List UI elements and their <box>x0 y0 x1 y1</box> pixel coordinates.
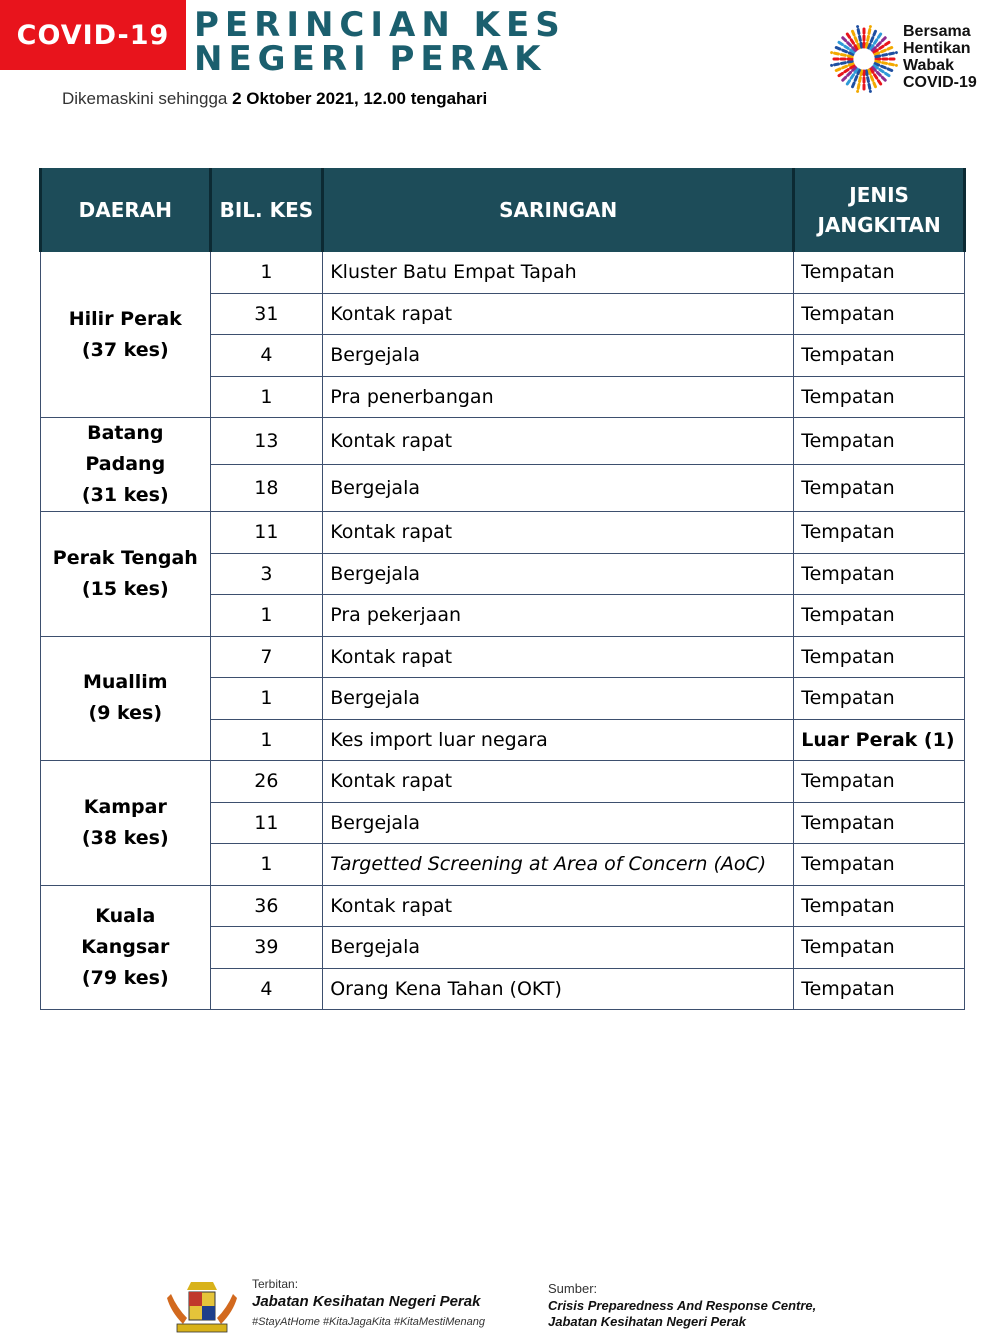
title-line-1: PERINCIAN KES <box>194 5 566 45</box>
state-crest-icon <box>163 1278 241 1336</box>
case-count-cell: 1 <box>210 252 323 294</box>
screening-cell: Bergejala <box>323 927 794 969</box>
district-name: Muallim <box>83 671 168 694</box>
case-count-cell: 1 <box>210 844 323 886</box>
infection-type-cell: Tempatan <box>794 465 965 512</box>
infection-type-cell: Tempatan <box>794 595 965 637</box>
screening-cell: Bergejala <box>323 678 794 720</box>
district-cell <box>41 252 211 418</box>
infection-type-cell: Tempatan <box>794 252 965 294</box>
district-cell <box>41 636 211 761</box>
case-count-cell: 11 <box>210 512 323 554</box>
screening-cell: Kontak rapat <box>323 885 794 927</box>
table-row <box>41 636 965 678</box>
update-note <box>62 89 487 109</box>
screening-cell: Kontak rapat <box>323 761 794 803</box>
hashtags: #StayAtHome #KitaJagaKita #KitaMestiMenang <box>252 1316 485 1328</box>
screening-cell: Pra pekerjaan <box>323 595 794 637</box>
screening-cell: Orang Kena Tahan (OKT) <box>323 968 794 1010</box>
col-header-infection-type: JENIS JANGKITAN <box>794 169 965 252</box>
title-line-2: NEGERI PERAK <box>194 39 547 79</box>
district-total: (15 kes) <box>81 577 169 600</box>
screening-cell: Kontak rapat <box>323 512 794 554</box>
infection-type-cell: Luar Perak (1) <box>794 719 965 761</box>
col-header-case-count: BIL. KES <box>210 169 323 252</box>
infection-type-cell: Tempatan <box>794 761 965 803</box>
infection-type-cell: Tempatan <box>794 512 965 554</box>
screening-cell: Bergejala <box>323 465 794 512</box>
district-name: Hilir Perak <box>68 307 182 330</box>
infection-type-cell: Tempatan <box>794 376 965 418</box>
infection-type-cell: Tempatan <box>794 802 965 844</box>
screening-cell: Kontak rapat <box>323 293 794 335</box>
update-date: 2 Oktober 2021, 12.00 tengahari <box>232 89 488 108</box>
table-row <box>41 252 965 294</box>
screening-cell: Bergejala <box>323 802 794 844</box>
infection-type-cell: Tempatan <box>794 636 965 678</box>
case-count-cell: 1 <box>210 595 323 637</box>
source-label: Sumber: <box>548 1281 598 1296</box>
district-total: (37 kes) <box>81 338 169 361</box>
case-count-cell: 31 <box>210 293 323 335</box>
case-count-cell: 4 <box>210 968 323 1010</box>
district-name: Batang Padang <box>85 422 166 475</box>
sunburst-icon <box>828 18 900 100</box>
infection-type-cell: Tempatan <box>794 293 965 335</box>
infection-type-cell: Tempatan <box>794 678 965 720</box>
case-count-cell: 13 <box>210 418 323 465</box>
screening-cell: Pra penerbangan <box>323 376 794 418</box>
source-text: Crisis Preparedness And Response Centre, Jabatan Kesihatan Negeri Perak <box>548 1298 817 1329</box>
district-total: (31 kes) <box>81 484 169 506</box>
case-table <box>39 168 966 1010</box>
table-row <box>41 885 965 927</box>
case-count-cell: 7 <box>210 636 323 678</box>
infection-type-cell: Tempatan <box>794 885 965 927</box>
district-name: Perak Tengah <box>52 546 198 569</box>
case-count-cell: 18 <box>210 465 323 512</box>
covid-badge: COVID-19 <box>0 0 186 70</box>
district-total: (38 kes) <box>81 826 169 849</box>
infection-type-cell: Tempatan <box>794 335 965 377</box>
issued-label: Terbitan: <box>252 1277 299 1291</box>
infection-type-cell: Tempatan <box>794 927 965 969</box>
case-count-cell: 39 <box>210 927 323 969</box>
case-count-cell: 3 <box>210 553 323 595</box>
case-count-cell: 4 <box>210 335 323 377</box>
col-header-screening: SARINGAN <box>323 169 794 252</box>
case-count-cell: 26 <box>210 761 323 803</box>
screening-cell: Kes import luar negara <box>323 719 794 761</box>
infection-type-cell: Tempatan <box>794 418 965 465</box>
screening-cell: Targetted Screening at Area of Concern (AoC) <box>323 844 794 886</box>
campaign-logo <box>828 18 998 100</box>
page-title <box>194 5 566 79</box>
district-cell <box>41 418 211 512</box>
infection-type-cell: Tempatan <box>794 553 965 595</box>
screening-cell: Bergejala <box>323 553 794 595</box>
case-count-cell: 1 <box>210 719 323 761</box>
table-header-row <box>41 169 965 252</box>
district-total: (9 kes) <box>88 702 163 725</box>
district-cell <box>41 885 211 1010</box>
case-count-cell: 36 <box>210 885 323 927</box>
screening-cell: Kluster Batu Empat Tapah <box>323 252 794 294</box>
district-cell <box>41 512 211 637</box>
screening-cell: Kontak rapat <box>323 418 794 465</box>
table-row <box>41 512 965 554</box>
campaign-logo-text: Bersama Hentikan Wabak COVID-19 <box>903 23 977 91</box>
district-name: Kuala Kangsar <box>81 904 170 958</box>
district-name: Kampar <box>83 795 167 818</box>
infection-type-cell: Tempatan <box>794 844 965 886</box>
table-row <box>41 418 965 465</box>
col-header-district: DAERAH <box>41 169 211 252</box>
district-cell <box>41 761 211 886</box>
issuer-name: Jabatan Kesihatan Negeri Perak <box>252 1293 481 1310</box>
case-count-cell: 1 <box>210 376 323 418</box>
district-total: (79 kes) <box>81 966 169 989</box>
infection-type-cell: Tempatan <box>794 968 965 1010</box>
case-count-cell: 1 <box>210 678 323 720</box>
update-prefix: Dikemaskini sehingga <box>62 89 233 108</box>
case-count-cell: 11 <box>210 802 323 844</box>
table-row <box>41 761 965 803</box>
screening-cell: Kontak rapat <box>323 636 794 678</box>
screening-cell: Bergejala <box>323 335 794 377</box>
